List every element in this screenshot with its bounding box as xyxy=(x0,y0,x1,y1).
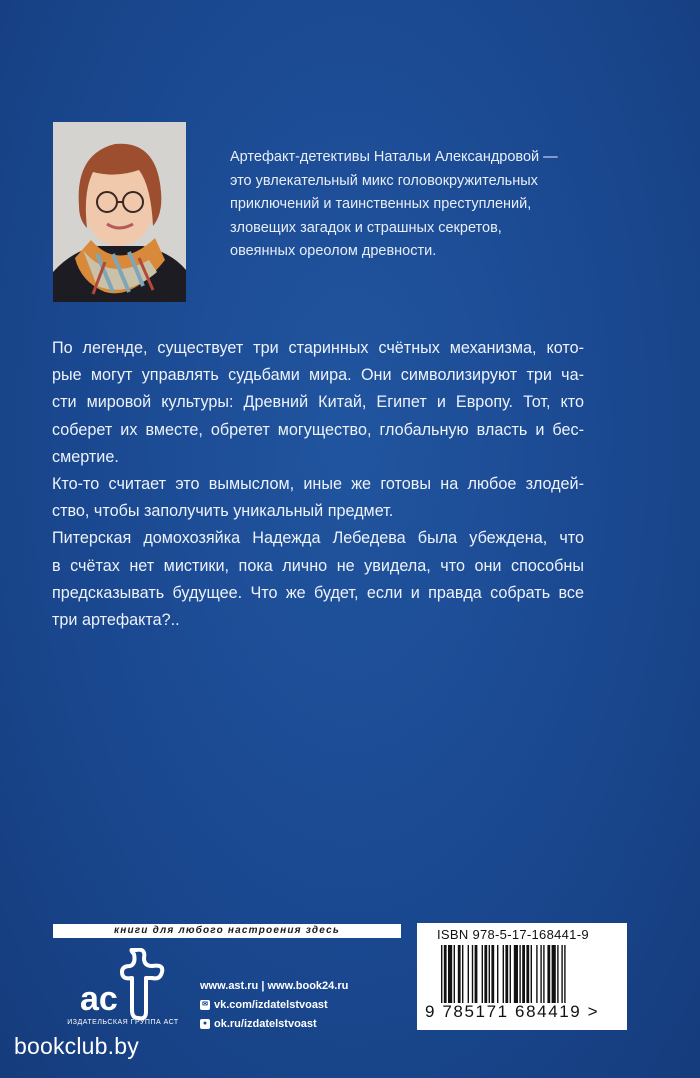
description-line: три артефакта?.. xyxy=(52,611,180,630)
description-line: смертие. xyxy=(52,447,119,466)
publisher-links xyxy=(200,976,410,1033)
publisher-logo xyxy=(72,948,192,1030)
logo-text: ас xyxy=(80,980,118,1018)
annotation-line: приключений и таинственных преступлений, xyxy=(230,196,532,212)
barcode-digits: 9 785171 684419 > xyxy=(425,1002,600,1021)
description-line: сти мировой культуры: Древний Китай, Египет и Европу. Тот, кто xyxy=(52,393,584,412)
ast-logo-icon xyxy=(72,948,192,1030)
vk-icon: ✉ xyxy=(200,1000,210,1010)
description-line: предсказывать будущее. Что же будет, если и правда собрать все xyxy=(52,583,584,602)
ok-link[interactable] xyxy=(200,1014,410,1033)
annotation-line: овеянных ореолом древности. xyxy=(230,243,437,259)
description-line: Кто-то считает это вымыслом, иные же готовы на любое злодей- xyxy=(52,475,584,494)
websites-link[interactable]: www.ast.ru | www.book24.ru xyxy=(200,979,349,992)
vk-link-text: vk.com/izdatelstvoast xyxy=(214,998,328,1011)
author-portrait-icon xyxy=(53,122,186,302)
description-line: соберет их вместе, обретет могущество, глобальную власть и бес- xyxy=(52,420,584,439)
ok-link-text: ok.ru/izdatelstvoast xyxy=(214,1017,317,1030)
description-line: рые могут управлять судьбами мира. Они символизируют три ча- xyxy=(52,366,584,385)
isbn-label: ISBN 978-5-17-168441-9 xyxy=(437,927,589,942)
description-line: ство, чтобы заполучить уникальный предмет. xyxy=(52,502,394,521)
slogan-banner: книги для любого настроения здесь xyxy=(53,924,401,938)
author-annotation xyxy=(230,146,650,264)
description-line: Питерская домохозяйка Надежда Лебедева была убеждена, что xyxy=(52,529,584,548)
book-description xyxy=(52,335,584,634)
watermark: bookclub.by xyxy=(14,1033,139,1059)
author-photo xyxy=(53,122,186,302)
description-line: в счётах нет мистики, пока лично не увидела, что они способны xyxy=(52,556,584,575)
ok-icon: ● xyxy=(200,1019,210,1029)
publisher-caption: ИЗДАТЕЛЬСКАЯ ГРУППА АСТ xyxy=(67,1019,179,1026)
annotation-line: зловещих загадок и страшных секретов, xyxy=(230,219,502,236)
description-line: По легенде, существует три старинных счётных механизма, кото- xyxy=(52,339,584,357)
annotation-line: Артефакт-детективы Натальи Александровой — xyxy=(230,149,558,165)
barcode-bars-icon xyxy=(441,945,605,1003)
annotation-line: это увлекательный микс головокружительных xyxy=(230,172,538,189)
vk-link[interactable] xyxy=(200,995,410,1014)
isbn-barcode xyxy=(417,923,627,1030)
